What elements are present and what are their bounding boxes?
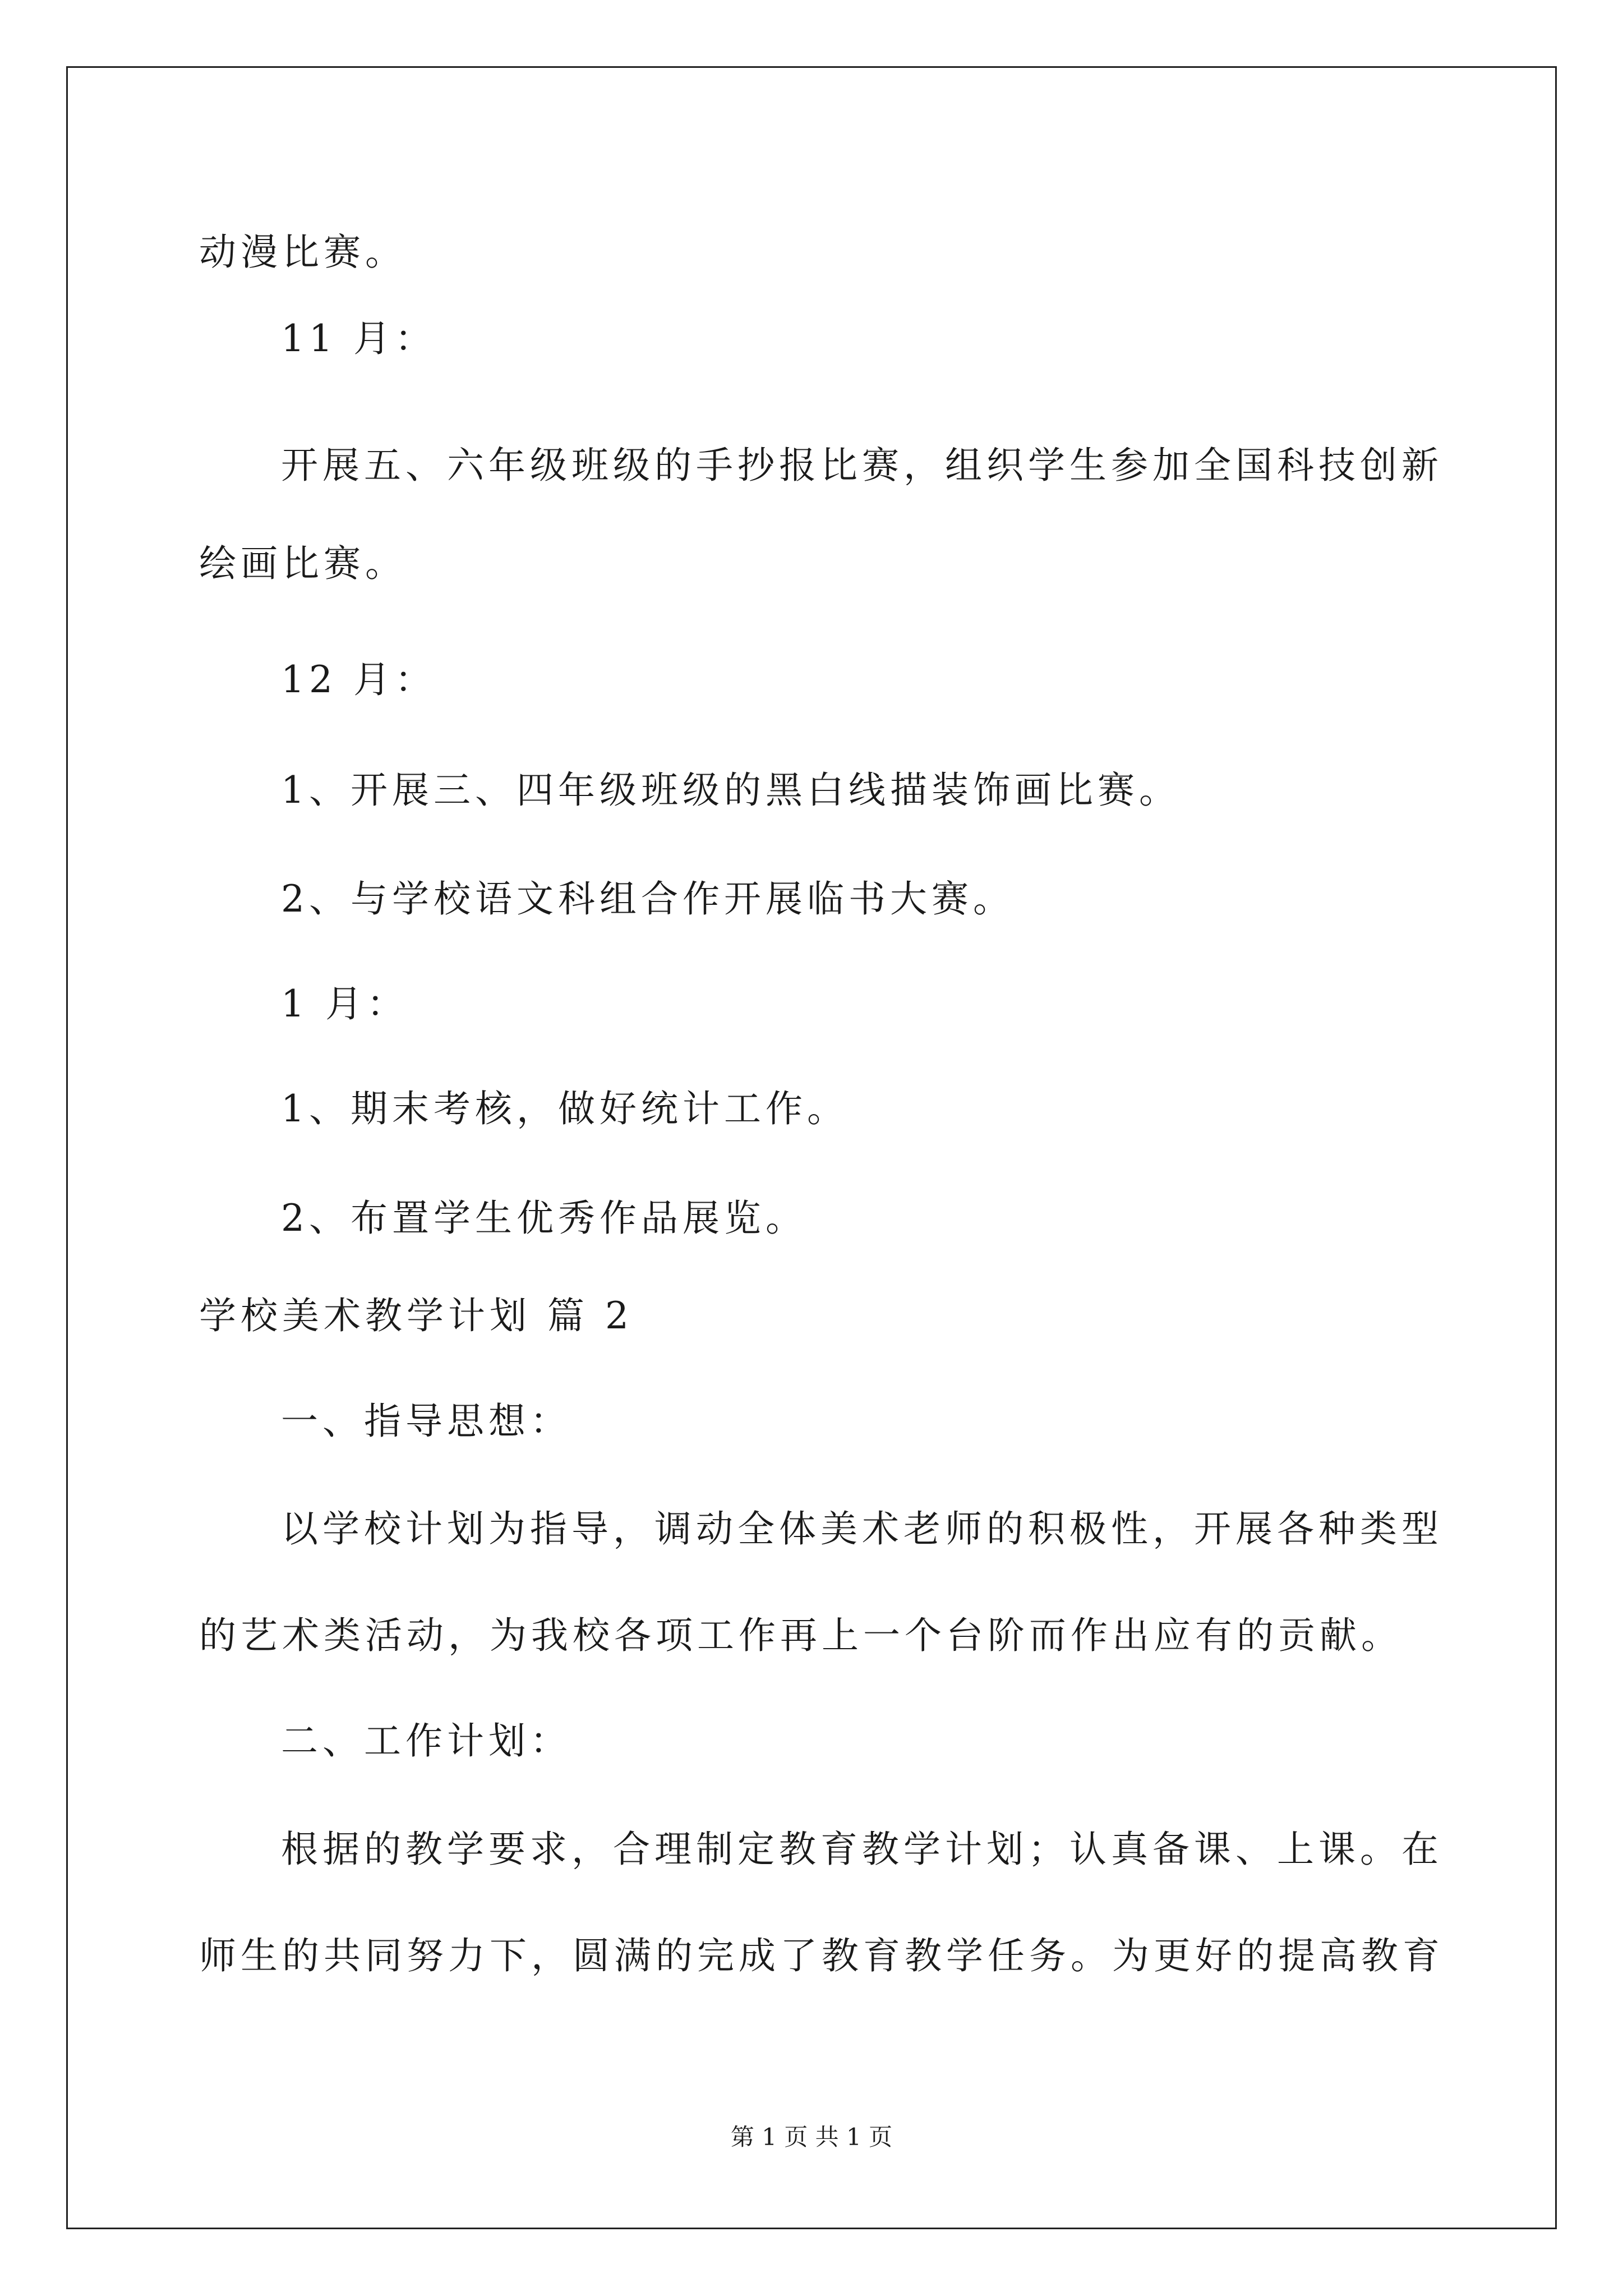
text-line: 根据的教学要求，合理制定教育教学计划；认真备课、上课。在	[281, 1828, 1443, 1871]
month-heading: 11 月：	[281, 317, 436, 360]
text-line: 开展五、六年级班级的手抄报比赛，组织学生参加全国科技创新	[281, 444, 1443, 487]
subsection-heading: 二、工作计划：	[281, 1719, 571, 1763]
list-item: 2、布置学生优秀作品展览。	[281, 1197, 807, 1240]
month-heading: 1 月：	[281, 982, 408, 1025]
text-line: 师生的共同努力下，圆满的完成了教育教学任务。为更好的提高教育	[199, 1934, 1444, 1977]
text-line: 动漫比赛。	[199, 231, 407, 274]
subsection-heading: 一、指导思想：	[281, 1400, 571, 1443]
text-line: 的艺术类活动，为我校各项工作再上一个台阶而作出应有的贡献。	[199, 1614, 1403, 1657]
page-footer: 第 1 页 共 1 页	[730, 2123, 893, 2151]
month-heading: 12 月：	[281, 658, 436, 701]
section-title: 学校美术教学计划 篇 2	[199, 1294, 633, 1337]
page-border	[66, 66, 1557, 2229]
list-item: 2、与学校语文科组合作开展临书大赛。	[281, 877, 1015, 921]
list-item: 1、开展三、四年级班级的黑白线描装饰画比赛。	[281, 769, 1181, 812]
list-item: 1、期末考核，做好统计工作。	[281, 1087, 849, 1130]
text-line: 以学校计划为指导，调动全体美术老师的积极性，开展各种类型	[281, 1507, 1443, 1550]
text-line: 绘画比赛。	[199, 542, 407, 585]
